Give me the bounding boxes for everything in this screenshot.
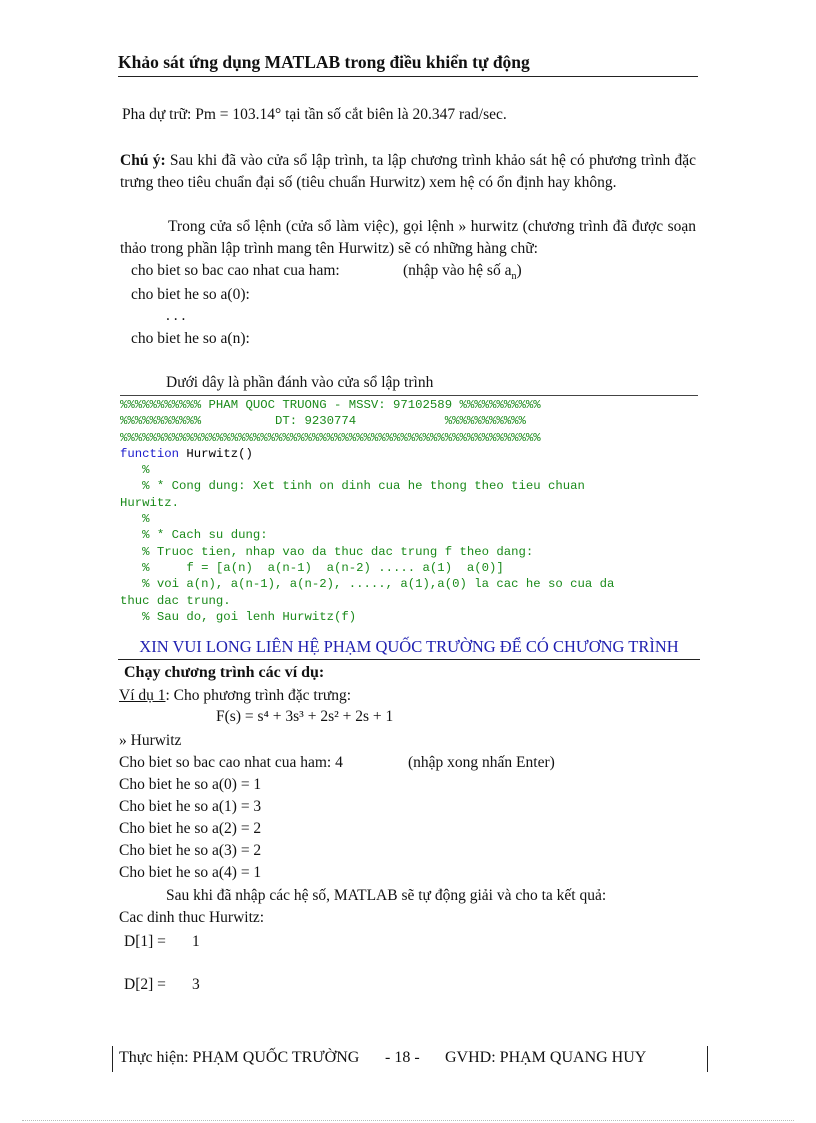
d1-value: 1: [192, 933, 200, 950]
coeff-line: Cho biet he so a(4) = 1: [119, 864, 262, 881]
code-line: % voi a(n), a(n-1), a(n-2), ....., a(1),a(0) la cac he so cua da: [120, 577, 615, 592]
code-function-line: [120, 446, 698, 462]
code-line: %%%%%%%%%%% PHAM QUOC TRUONG - MSSV: 97102589 %%%%%%%%%%%: [120, 398, 541, 412]
coeff-line: Cho biet he so a(2) = 2: [119, 820, 262, 837]
prompt-dots: . . .: [166, 307, 186, 324]
code-line: %%%%%%%%%%% DT: 9230774 %%%%%%%%%%%: [120, 414, 526, 429]
order-hint: (nhập xong nhấn Enter): [408, 754, 555, 771]
coeff-line: Cho biet he so a(3) = 2: [119, 842, 262, 859]
code-line: % Truoc tien, nhap vao da thuc dac trung f theo dang:: [120, 544, 534, 559]
prompt-order: cho biet so bac cao nhat cua ham:: [131, 262, 340, 279]
code-block: [120, 395, 698, 625]
d2-value: 3: [192, 976, 200, 993]
after-text: Sau khi đã nhập các hệ số, MATLAB sẽ tự động giải và cho ta kết quả:: [166, 887, 607, 904]
intro-paragraph: Trong cửa sổ lệnh (cửa sổ làm việc), gọi lệnh » hurwitz (chương trình đã được soạn thảo trong phần lập trình mang tên Hurwitz) sẽ có những hàng chữ:: [120, 218, 696, 257]
prompt-order-hint: (nhập vào hệ số $a_n$): [403, 262, 522, 283]
code-line: %: [120, 463, 150, 478]
code-intro: Dưới dây là phần đánh vào cửa sổ lập trình: [166, 374, 434, 391]
footer-author: Thực hiện: PHẠM QUỐC TRƯỜNG: [119, 1049, 360, 1066]
result-title: Cac dinh thuc Hurwitz:: [119, 909, 265, 926]
order-line: Cho biet so bac cao nhat cua ham: 4: [119, 754, 343, 771]
code-line: %: [120, 512, 150, 527]
d1-label: D[1] =: [124, 933, 166, 950]
phase-margin-text: Pha dự trữ: Pm = 103.14° tại tần số cắt biên là 20.347 rad/sec.: [122, 106, 507, 123]
footer-advisor: GVHD: PHẠM QUANG HUY: [445, 1049, 647, 1066]
coeff-line: Cho biet he so a(0) = 1: [119, 776, 262, 793]
page-bottom-rule: [22, 1120, 794, 1121]
hurwitz-command: » Hurwitz: [119, 732, 182, 749]
example-label: Ví dụ 1: [119, 687, 166, 704]
note-text: Sau khi đã vào cửa sổ lập trình, ta lập chương trình khảo sát hệ có phương trình đặc trưng theo tiêu chuẩn đại số (tiêu chuẩn Hurwitz) xem hệ có ổn định hay không.: [120, 152, 696, 191]
page-header: Khảo sát ứng dụng MATLAB trong điều khiển tự động: [118, 52, 698, 77]
prompt-a0: cho biet he so a(0):: [131, 286, 250, 303]
code-line: % * Cach su dung:: [120, 528, 268, 543]
note-paragraph: [120, 150, 696, 194]
example-intro: Ví dụ 1: Cho phương trình đặc trưng:: [119, 687, 352, 704]
code-line: Hurwitz.: [120, 495, 180, 510]
contact-banner: XIN VUI LONG LIÊN HỆ PHẠM QUỐC TRƯỜNG ĐỂ CÓ CHƯƠNG TRÌNH: [118, 637, 700, 660]
function-name: Hurwitz(): [179, 446, 253, 461]
coeff-line: Cho biet he so a(1) = 3: [119, 798, 262, 815]
d2-label: D[2] =: [124, 976, 166, 993]
note-label: Chú ý:: [120, 152, 166, 169]
page-footer: [112, 1046, 708, 1072]
function-keyword: function: [120, 446, 180, 461]
equation: F(s) = s⁴ + 3s³ + 2s² + 2s + 1: [216, 708, 394, 725]
prompt-an: cho biet he so a(n):: [131, 330, 250, 347]
page-number: - 18 -: [385, 1049, 420, 1066]
code-line: % * Cong dung: Xet tinh on dinh cua he thong theo tieu chuan: [120, 479, 585, 494]
run-heading: Chạy chương trình các ví dụ:: [124, 664, 325, 681]
code-line: %%%%%%%%%%%%%%%%%%%%%%%%%%%%%%%%%%%%%%%%%%%%%%%%%%%%%%%%%: [120, 430, 541, 445]
code-line: % Sau do, goi lenh Hurwitz(f): [120, 609, 357, 624]
code-line: % f = [a(n) a(n-1) a(n-2) ..... a(1) a(0)]: [120, 560, 504, 575]
code-line: thuc dac trung.: [120, 593, 231, 608]
